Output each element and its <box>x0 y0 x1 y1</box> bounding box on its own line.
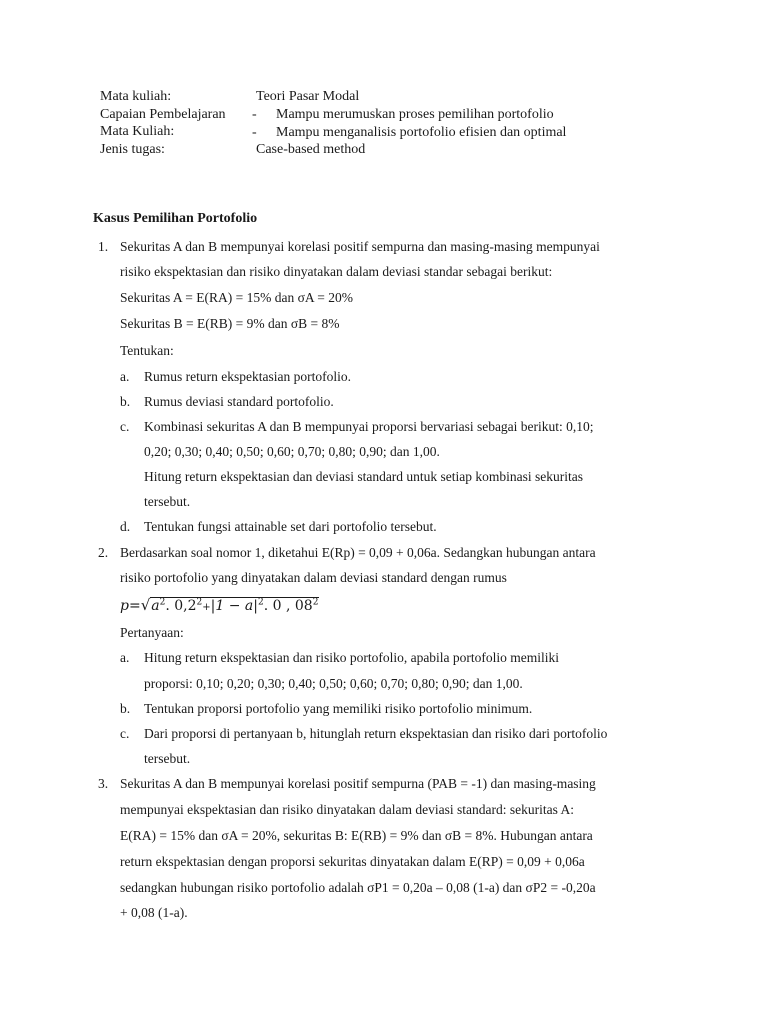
q2-b-marker: b. <box>120 701 131 716</box>
formula-radicand <box>150 597 319 614</box>
q2-a-line-1: Hitung return ekspektasian dan risiko portofolio, apabila portofolio memiliki <box>144 650 560 665</box>
q3-line-1: Sekuritas A dan B mempunyai korelasi positif sempurna (PAB = -1) dan masing-masing <box>120 776 596 791</box>
header-label-task: Jenis tugas: <box>100 142 165 157</box>
q1-c-marker: c. <box>120 419 130 434</box>
formula-term-2-exp: 2 <box>196 597 203 608</box>
sqrt-icon: √ <box>140 596 151 614</box>
formula-abs-exp: 2 <box>257 597 264 608</box>
header-value-course: Teori Pasar Modal <box>256 89 360 104</box>
formula-term-a: a <box>151 598 160 614</box>
q1-d-marker: d. <box>120 519 131 534</box>
q1-a-marker: a. <box>120 369 130 384</box>
q2-line-1: Berdasarkan soal nomor 1, diketahui E(Rp) = 0,09 + 0,06a. Sedangkan hubungan antara <box>120 545 596 560</box>
q1-c-line-4: tersebut. <box>144 494 191 509</box>
q2-b-text: Tentukan proporsi portofolio yang memiliki risiko portofolio minimum. <box>144 701 533 716</box>
formula-equals: = <box>128 598 141 614</box>
header-value-outcome-1: Mampu merumuskan proses pemilihan portofolio <box>276 107 554 122</box>
q2-c-line-1: Dari proporsi di pertanyaan b, hitunglah return ekspektasian dan risiko dari portofolio <box>144 726 608 741</box>
q3-line-4: return ekspektasian dengan proporsi sekuritas dinyatakan dalam E(RP) = 0,09 + 0,06a <box>120 854 585 869</box>
header-label-course-2: Mata Kuliah: <box>100 124 175 139</box>
q1-d-text: Tentukan fungsi attainable set dari portofolio tersebut. <box>144 519 437 534</box>
q3-line-5: sedangkan hubungan risiko portofolio adalah σP1 = 0,20a – 0,08 (1-a) dan σP2 = -0,20a <box>120 880 596 895</box>
q3-line-3: E(RA) = 15% dan σA = 20%, sekuritas B: E(RB) = 9% dan σB = 8%. Hubungan antara <box>120 828 593 843</box>
formula-term-a-exp: 2 <box>159 597 166 608</box>
q1-line-3: Sekuritas A = E(RA) = 15% dan σA = 20% <box>120 290 353 305</box>
q1-line-5: Tentukan: <box>120 343 174 358</box>
q2-line-2: risiko portofolio yang dinyatakan dalam deviasi standard dengan rumus <box>120 570 507 585</box>
formula-abs: |1 − a| <box>210 598 258 614</box>
header-value-outcome-2: Mampu menganalisis portofolio efisien dan optimal <box>276 125 567 140</box>
q1-line-1: Sekuritas A dan B mempunyai korelasi positif sempurna dan masing-masing mempunyai <box>120 239 600 254</box>
header-label-outcome: Capaian Pembelajaran <box>100 107 226 122</box>
q1-number: 1. <box>98 239 109 254</box>
header-dash-2: - <box>252 125 257 140</box>
q1-a-text: Rumus return ekspektasian portofolio. <box>144 369 351 384</box>
q2-number: 2. <box>98 545 109 560</box>
header-dash-1: - <box>252 107 257 122</box>
q1-c-line-2: 0,20; 0,30; 0,40; 0,50; 0,60; 0,70; 0,80; 0,90; dan 1,00. <box>144 444 440 459</box>
formula-plus: + <box>202 602 211 613</box>
q1-b-text: Rumus deviasi standard portofolio. <box>144 394 334 409</box>
header-label-course: Mata kuliah: <box>100 89 172 104</box>
q1-line-4: Sekuritas B = E(RB) = 9% dan σB = 8% <box>120 316 340 331</box>
formula-term-2: . 0,2 <box>165 598 197 614</box>
header-value-task: Case-based method <box>256 142 366 157</box>
q1-line-2: risiko ekspektasian dan risiko dinyatakan dalam deviasi standar sebagai berikut: <box>120 264 553 279</box>
q1-c-line-3: Hitung return ekspektasian dan deviasi standard untuk setiap kombinasi sekuritas <box>144 469 584 484</box>
section-title: Kasus Pemilihan Portofolio <box>93 211 258 226</box>
q2-line-3: Pertanyaan: <box>120 625 184 640</box>
formula-lhs: p <box>120 598 129 614</box>
q1-b-marker: b. <box>120 394 131 409</box>
q2-c-line-2: tersebut. <box>144 751 191 766</box>
formula-term-3: . 0 , 08 <box>263 598 313 614</box>
q3-line-6: + 0,08 (1-a). <box>120 905 188 920</box>
formula-term-3-exp: 2 <box>312 597 319 608</box>
q3-line-2: mempunyai ekspektasian dan risiko dinyatakan dalam deviasi standard: sekuritas A: <box>120 802 575 817</box>
q2-a-marker: a. <box>120 650 130 665</box>
q2-risk-formula <box>120 596 319 614</box>
q3-number: 3. <box>98 776 109 791</box>
q1-c-line-1: Kombinasi sekuritas A dan B mempunyai proporsi bervariasi sebagai berikut: 0,10; <box>144 419 594 434</box>
q2-c-marker: c. <box>120 726 130 741</box>
q2-a-line-2: proporsi: 0,10; 0,20; 0,30; 0,40; 0,50; 0,60; 0,70; 0,80; 0,90; dan 1,00. <box>144 676 523 691</box>
